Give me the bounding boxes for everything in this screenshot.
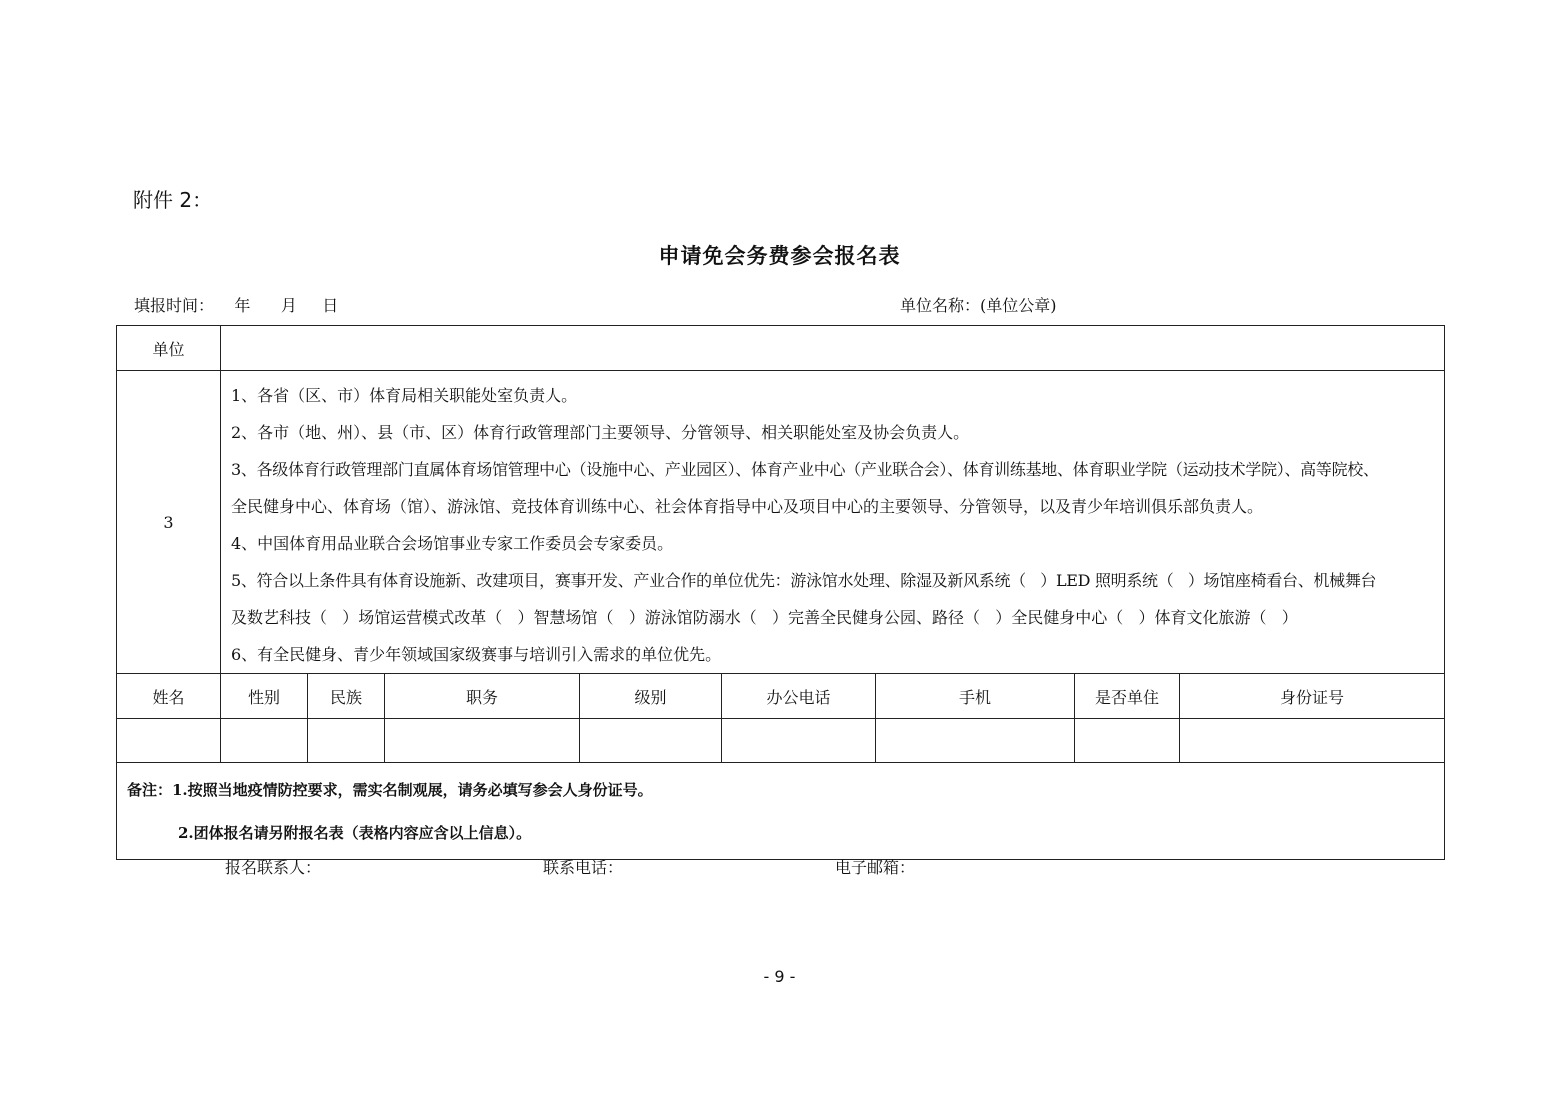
- table-row: [117, 719, 1445, 763]
- id-number-input-cell[interactable]: [1180, 719, 1445, 763]
- header-position: 职务: [385, 674, 580, 719]
- requirement-line: 全民健身中心、体育场（馆）、游泳馆、竞技体育训练中心、社会体育指导中心及项目中心的主要领导、分管领导，以及青少年培训俱乐部负责人。: [231, 497, 1264, 516]
- header-rank: 级别: [580, 674, 722, 719]
- requirement-line: 4、中国体育用品业联合会场馆事业专家工作委员会专家委员。: [231, 534, 674, 553]
- header-office-phone: 办公电话: [722, 674, 876, 719]
- header-id-number: 身份证号: [1180, 674, 1445, 719]
- requirements-cell: [221, 371, 1445, 674]
- requirement-line: 6、有全民健身、青少年领域国家级赛事与培训引入需求的单位优先。: [231, 645, 722, 664]
- header-name: 姓名: [117, 674, 221, 719]
- fill-time-label: 填报时间： 年 月 日: [134, 296, 339, 315]
- ethnicity-input-cell[interactable]: [308, 719, 385, 763]
- gender-input-cell[interactable]: [221, 719, 308, 763]
- mobile-input-cell[interactable]: [876, 719, 1075, 763]
- notes-cell: [117, 763, 1445, 860]
- header-single-room: 是否单住: [1075, 674, 1180, 719]
- requirement-line: 1、各省（区、市）体育局相关职能处室负责人。: [231, 386, 578, 405]
- page-number: - 9 -: [763, 967, 796, 986]
- form-title: 申请免会务费参会报名表: [658, 243, 901, 268]
- office-phone-input-cell[interactable]: [722, 719, 876, 763]
- unit-label-cell: 单位: [117, 326, 221, 371]
- unit-name-label: 单位名称：(单位公章): [900, 296, 1057, 315]
- registration-table: [116, 325, 1445, 860]
- rank-input-cell[interactable]: [580, 719, 722, 763]
- position-input-cell[interactable]: [385, 719, 580, 763]
- name-input-cell[interactable]: [117, 719, 221, 763]
- requirement-line: 及数艺科技（ ）场馆运营模式改革（ ）智慧场馆（ ）游泳馆防溺水（ ）完善全民健身公园、路径（ ）全民健身中心（ ）体育文化旅游（ ）: [231, 608, 1298, 627]
- unit-input-cell[interactable]: [221, 326, 1445, 371]
- requirement-number-cell: 3: [117, 371, 221, 674]
- single-room-input-cell[interactable]: [1075, 719, 1180, 763]
- contact-phone-label: 联系电话：: [543, 858, 624, 877]
- requirement-line: 5、符合以上条件具有体育设施新、改建项目，赛事开发、产业合作的单位优先：游泳馆水处理、除湿及新风系统（ ）LED 照明系统（ ）场馆座椅看台、机械舞台: [231, 571, 1377, 590]
- contact-person-label: 报名联系人：: [225, 858, 322, 877]
- email-label: 电子邮箱：: [835, 858, 916, 877]
- header-ethnicity: 民族: [308, 674, 385, 719]
- requirement-line: 3、各级体育行政管理部门直属体育场馆管理中心（设施中心、产业园区）、体育产业中心（产业联合会）、体育训练基地、体育职业学院（运动技术学院）、高等院校、: [231, 460, 1379, 479]
- header-mobile: 手机: [876, 674, 1075, 719]
- attachment-label: 附件 2：: [133, 188, 213, 212]
- requirement-line: 2、各市（地、州）、县（市、区）体育行政管理部门主要领导、分管领导、相关职能处室及协会负责人。: [231, 423, 970, 442]
- header-gender: 性别: [221, 674, 308, 719]
- note-line-2: 2.团体报名请另附报名表（表格内容应含以上信息）。: [178, 824, 532, 842]
- note-line-1: 备注：1.按照当地疫情防控要求，需实名制观展，请务必填写参会人身份证号。: [127, 781, 653, 799]
